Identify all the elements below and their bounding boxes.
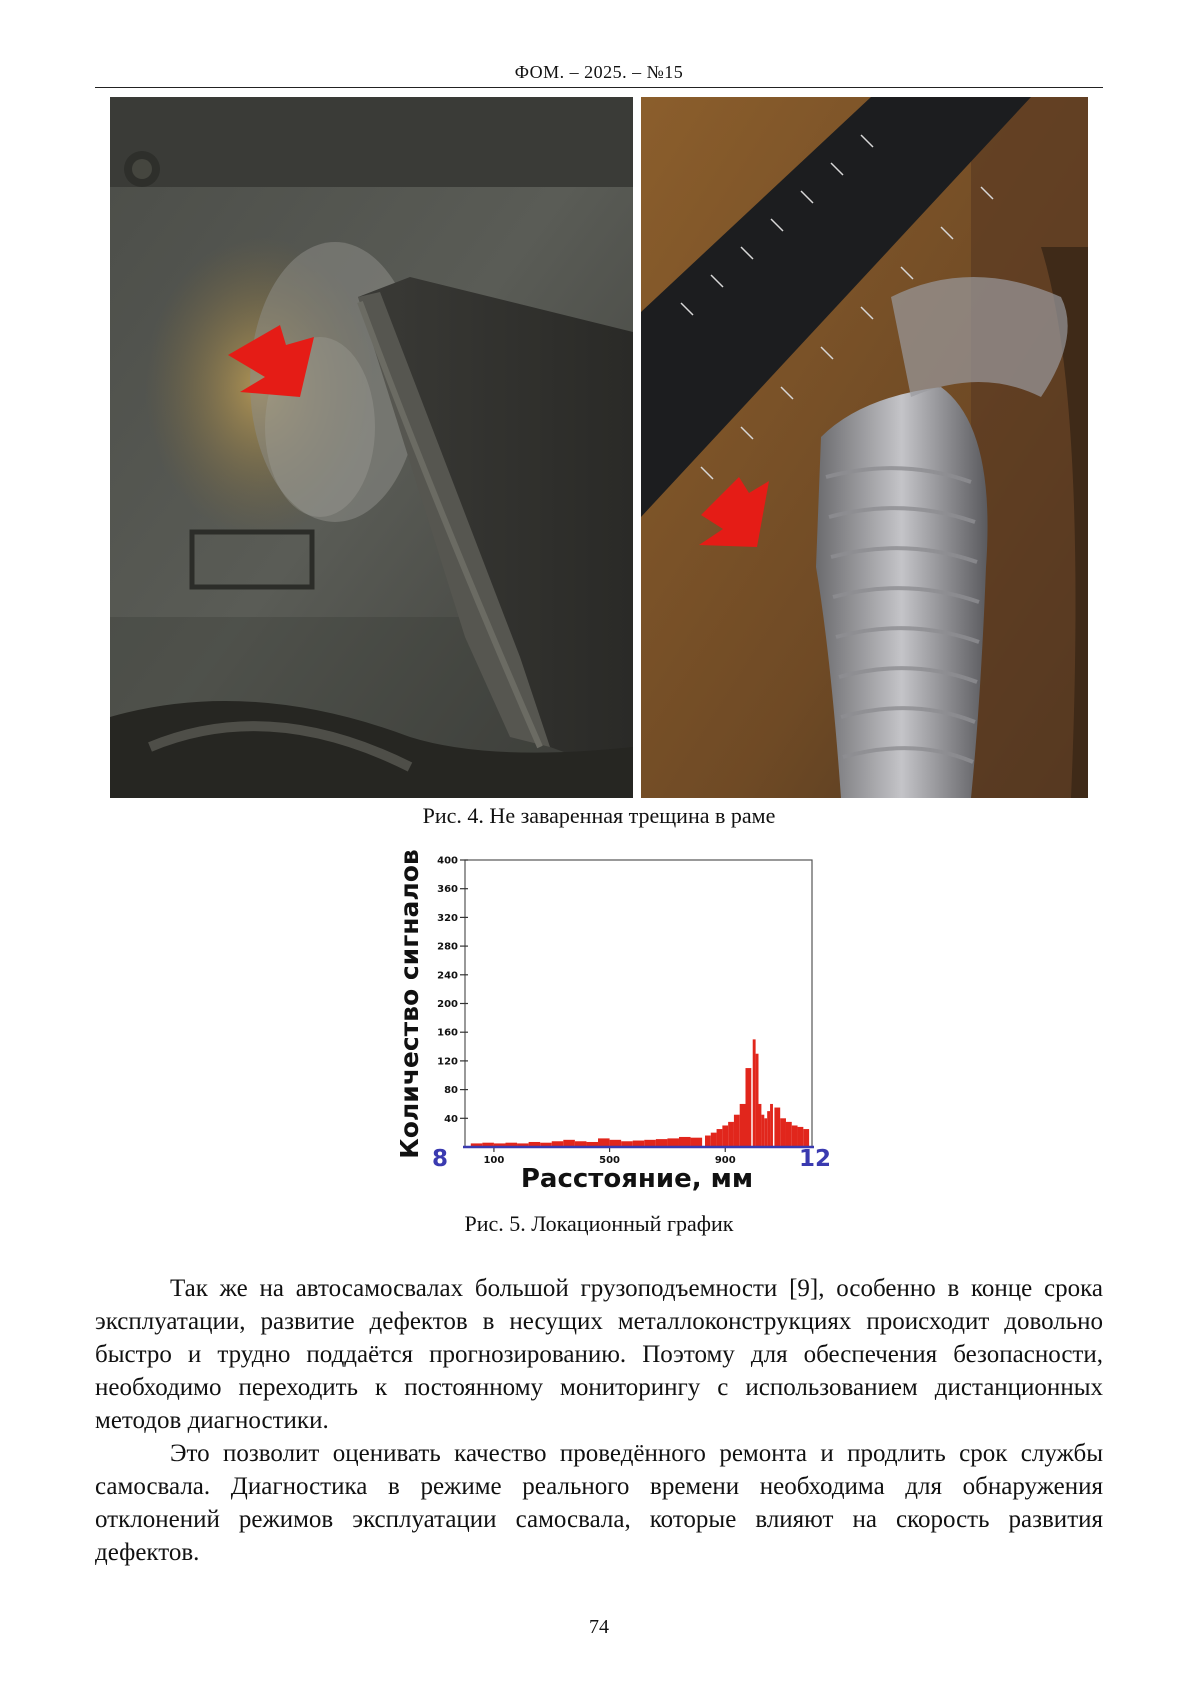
paragraph: Это позволит оценивать качество проведённого ремонта и продлить срок службы самосвала. Диагностика в режиме реального времени необходима для обнаружения отклонений режимов эксплуатации самосвала, которые влияют на скорость развития дефектов. [95,1440,1103,1566]
bar [786,1122,792,1147]
y-tick-label: 400 [437,855,458,867]
bar [691,1138,703,1147]
y-tick-label: 80 [444,1085,458,1097]
bar [740,1104,746,1147]
page-number: 74 [589,1616,609,1638]
y-axis-ticks [437,856,468,1125]
y-tick-label: 40 [444,1113,458,1125]
photo-weld-ruler [641,97,1088,798]
bar [722,1125,728,1147]
plot-area [465,860,812,1147]
running-head: ФОМ. – 2025. – №15 [514,62,684,82]
bar [598,1138,610,1147]
bar [679,1137,691,1147]
bar [711,1133,717,1147]
bar [798,1127,804,1147]
sensor-right-label: 12 [798,1146,831,1172]
bar [803,1129,809,1147]
bar [767,1111,770,1147]
x-axis-label: Расстояние, мм [520,1164,754,1194]
bar [792,1125,798,1147]
bar [667,1138,679,1147]
bar [770,1104,773,1147]
figure-4-caption: Рис. 4. Не заваренная трещина в раме [422,803,776,828]
bar [756,1054,759,1147]
photo-frame-crack [110,97,633,798]
figure-5-caption: Рис. 5. Локационный график [464,1211,734,1236]
bar [753,1039,756,1147]
bar [780,1118,786,1147]
y-axis-label: Количество сигналов [395,849,424,1159]
bar [734,1115,740,1147]
y-tick-label: 240 [437,970,458,982]
bar [759,1104,762,1147]
x-tick-label: 500 [599,1155,621,1166]
bar [705,1136,711,1147]
bar [774,1108,780,1147]
paragraph: Так же на автосамосвалах большой грузоподъемности [9], особенно в конце срока эксплуатации, развитие дефектов в несущих металлоконструкциях происходит довольно быстро и трудно поддаётся прогнозированию. Поэтому для обеспечения безопасности, необходимо переходить к постоянному мониторингу с использованием дистанционных методов диагностики. [95,1275,1103,1434]
x-tick-label: 900 [714,1155,736,1166]
location-chart [385,849,831,1195]
sensor-left-label: 8 [431,1146,449,1172]
bar [761,1115,764,1147]
y-tick-label: 200 [437,999,458,1010]
bar [728,1122,734,1147]
y-tick-label: 320 [437,912,458,924]
y-tick-label: 360 [437,884,458,896]
bar [745,1068,751,1147]
x-tick-label: 100 [483,1155,505,1166]
y-tick-label: 120 [437,1056,458,1068]
header-rule [95,87,1103,88]
y-tick-label: 160 [437,1027,458,1039]
body-text [95,1272,1103,1569]
bar [717,1129,723,1147]
bar [764,1118,767,1147]
y-tick-label: 280 [437,941,458,953]
